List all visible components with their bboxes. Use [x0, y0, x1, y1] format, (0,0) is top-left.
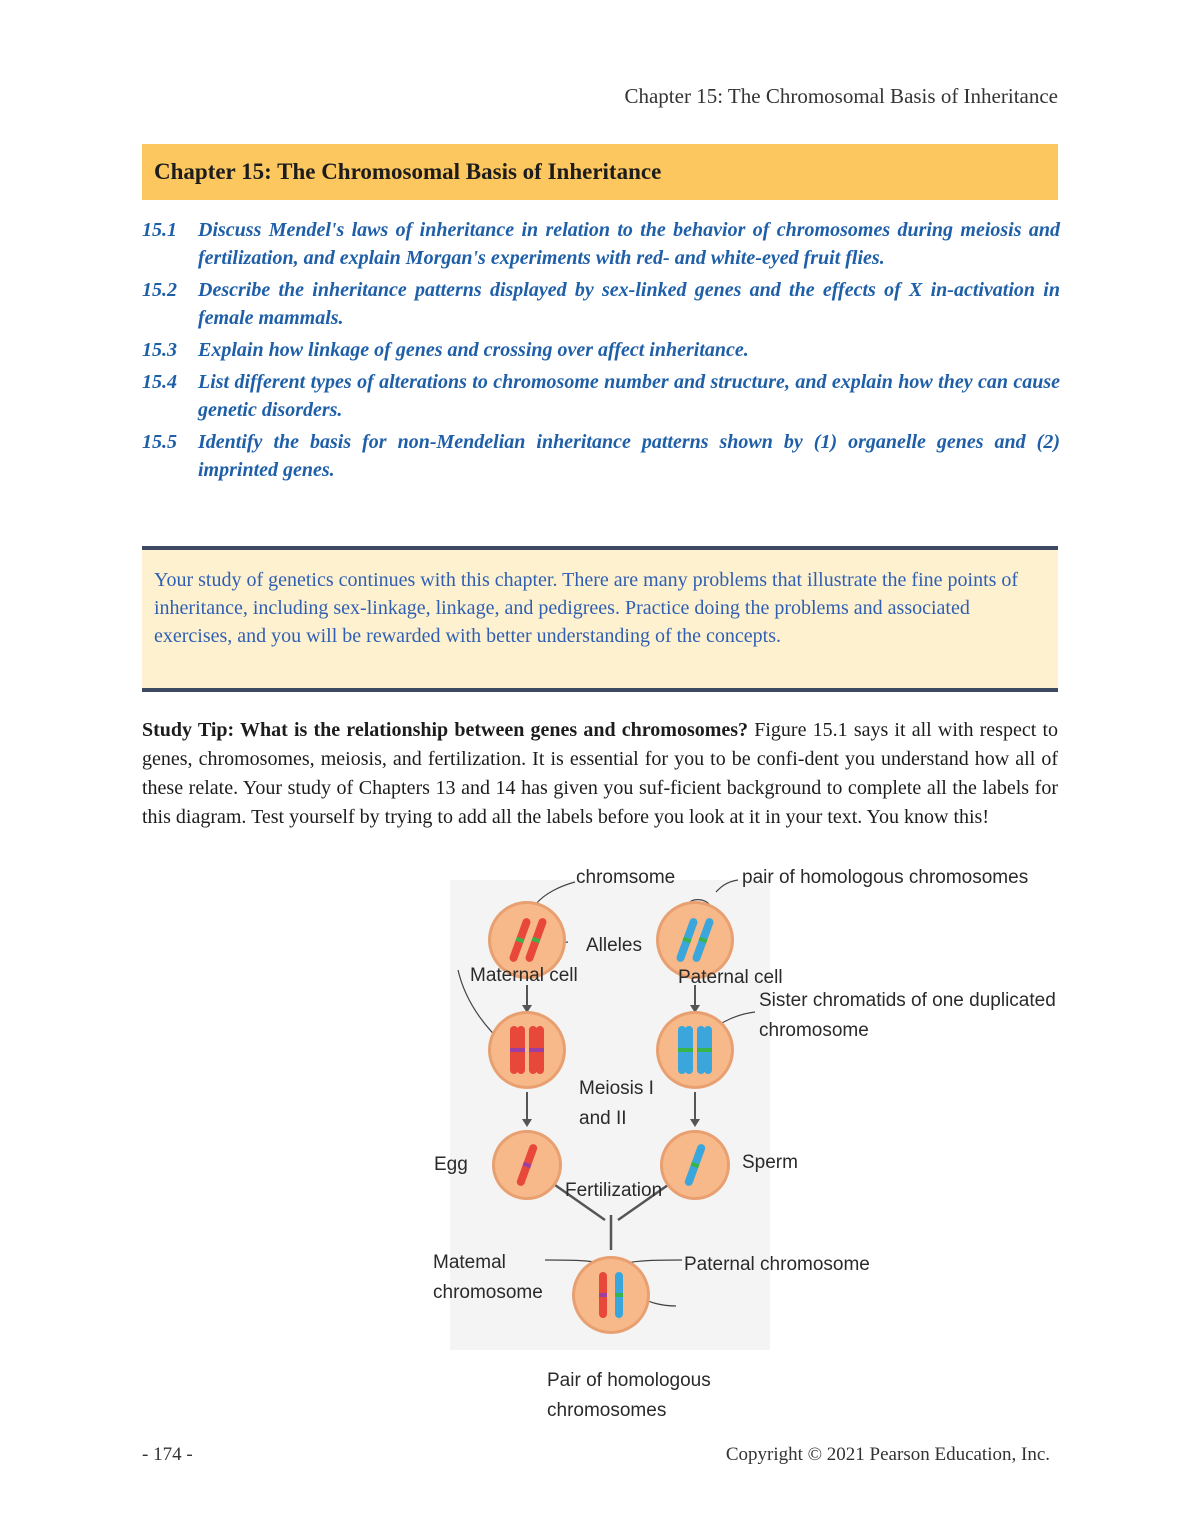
objective-number: 15.5: [142, 431, 177, 453]
label-maternal-chromosome: [433, 1248, 543, 1308]
label-sister-chromatids-line1: Sister chromatids of one duplicated: [759, 990, 1056, 1011]
allele-band: [536, 1048, 544, 1052]
label-sister-chromatids: [759, 986, 1056, 1046]
zygote-cell: [572, 1256, 650, 1334]
sister-chromatid: [517, 1026, 525, 1074]
sister-chromatid: [536, 1026, 544, 1074]
cell-body: [491, 1014, 563, 1086]
objective-item: [142, 276, 1060, 332]
sister-chromatid: [529, 1026, 537, 1074]
label-maternal-chromosome-line1: Matemal: [433, 1252, 506, 1273]
label-sister-chromatids-line2: chromosome: [759, 1020, 869, 1041]
label-sperm: Sperm: [742, 1152, 798, 1173]
label-maternal-cell: Maternal cell: [470, 965, 578, 986]
duplicated-maternal-cell: [488, 1011, 566, 1089]
label-pair-homologous-line1: Pair of homologous: [547, 1370, 711, 1391]
sister-chromatid: [704, 1026, 712, 1074]
sister-chromatid: [678, 1026, 686, 1074]
label-egg: Egg: [434, 1154, 468, 1175]
allele-band: [529, 1048, 537, 1052]
sister-chromatid: [697, 1026, 705, 1074]
egg-cell: [492, 1130, 562, 1200]
diagram-artwork: [420, 860, 1110, 1430]
objective-number: 15.1: [142, 219, 177, 241]
chapter-banner: [142, 144, 1058, 200]
allele-band: [615, 1293, 623, 1297]
allele-band: [599, 1293, 607, 1297]
chromosome-inheritance-diagram: [420, 860, 1110, 1430]
allele-band: [510, 1048, 518, 1052]
study-tip-lead: Study Tip: What is the relationship between genes and chromosomes?: [142, 719, 749, 741]
zygote-maternal-chromosome: [599, 1272, 607, 1318]
objective-text: Identify the basis for non-Mendelian inheritance patterns shown by (1) organelle genes and (2) imprinted genes.: [198, 431, 1060, 481]
sister-chromatid: [685, 1026, 693, 1074]
label-alleles: Alleles: [586, 935, 642, 956]
objective-text: List different types of alterations to chromosome number and structure, and explain how they can cause genetic disorders.: [198, 371, 1060, 421]
allele-band: [517, 1048, 525, 1052]
allele-band: [704, 1048, 712, 1052]
label-pair-homologous-line2: chromosomes: [547, 1400, 667, 1421]
study-tip: [142, 716, 1058, 832]
label-homologous-pair: pair of homologous chromosomes: [742, 867, 1029, 888]
objective-number: 15.3: [142, 339, 177, 361]
allele-band: [697, 1048, 705, 1052]
label-maternal-chromosome-line2: chromosome: [433, 1282, 543, 1303]
objective-number: 15.2: [142, 279, 177, 301]
label-meiosis-line2: and II: [579, 1108, 627, 1129]
cell-body: [659, 1014, 731, 1086]
objective-item: [142, 216, 1060, 272]
copyright: Copyright © 2021 Pearson Education, Inc.: [725, 1444, 1050, 1465]
allele-band: [685, 1048, 693, 1052]
objective-text: Describe the inheritance patterns displayed by sex-linked genes and the effects of X in-activation in female mammals.: [198, 279, 1060, 329]
label-fertilization: Fertilization: [565, 1180, 663, 1201]
label-chromosome: chromsome: [576, 867, 676, 888]
learning-objectives: [142, 216, 1060, 488]
label-paternal-chromosome: Paternal chromosome: [684, 1254, 870, 1275]
label-meiosis-line1: Meiosis I: [579, 1078, 654, 1099]
cell-body: [575, 1259, 647, 1331]
objective-text: Discuss Mendel's laws of inheritance in relation to the behavior of chromosomes during meiosis and fertilization, and explain Morgan's experiments with red- and white-eyed fruit flies.: [198, 219, 1060, 269]
study-tip-body: Figure 15.1 says it all with respect to genes, chromosomes, meiosis, and fertilization. It is essential for you to be confi-dent you understand how all of these relate. Your study of Chapters 13 and 14 has given you suf-ficient background to complete all the labels for this diagram. Test yourself by trying to add all the labels before you look at it in your text. You know this!: [142, 719, 1058, 828]
page-number: - 174 -: [142, 1444, 193, 1465]
objective-item: [142, 428, 1060, 484]
duplicated-paternal-cell: [656, 1011, 734, 1089]
sperm-cell: [660, 1130, 730, 1200]
objective-item: [142, 368, 1060, 424]
running-head: Chapter 15: The Chromosomal Basis of Inheritance: [624, 84, 1058, 108]
label-paternal-cell: Paternal cell: [678, 967, 783, 988]
objective-item: [142, 336, 1060, 364]
intro-text: Your study of genetics continues with this chapter. There are many problems that illustrate the fine points of inheritance, including sex-linkage, linkage, and pedigrees. Practice doing the problems and associated exercises, and you will be rewarded with better understanding of the concepts.: [154, 569, 1019, 647]
zygote-paternal-chromosome: [615, 1272, 623, 1318]
objective-number: 15.4: [142, 371, 177, 393]
sister-chromatid: [510, 1026, 518, 1074]
label-pair-homologous: [547, 1366, 711, 1426]
intro-callout: [142, 546, 1058, 692]
allele-band: [678, 1048, 686, 1052]
objective-text: Explain how linkage of genes and crossing over affect inheritance.: [198, 339, 749, 361]
chapter-title: Chapter 15: The Chromosomal Basis of Inheritance: [154, 159, 662, 184]
label-meiosis: [579, 1074, 654, 1134]
